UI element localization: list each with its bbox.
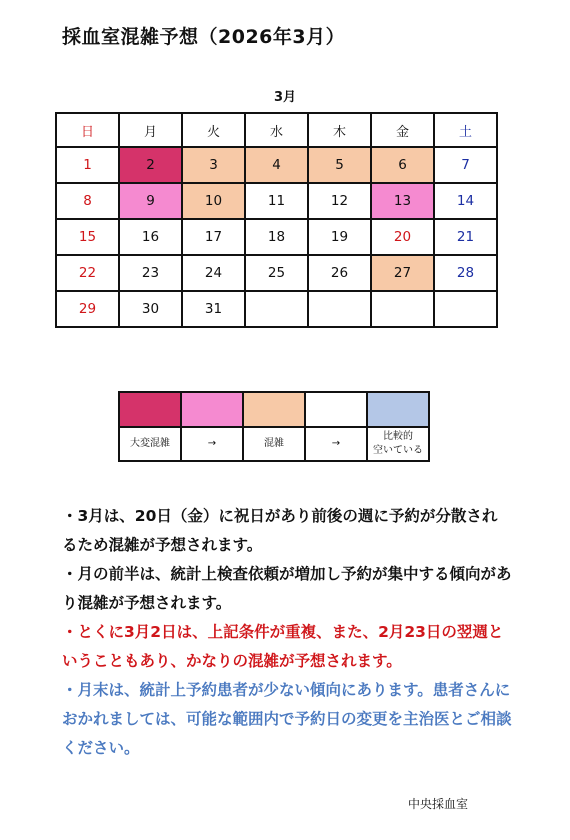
day-cell: 1: [56, 147, 119, 183]
day-cell: 12: [308, 183, 371, 219]
month-label: 3月: [273, 90, 297, 105]
day-cell: 21: [434, 219, 497, 255]
office-name: 中央採血室: [408, 797, 469, 811]
week-row: [56, 291, 497, 327]
note-first-half: ・月の前半は、統計上検査依頼が増加し予約が集中する傾向があり混雑が予想されます。: [62, 565, 512, 612]
calendar-table: [55, 112, 498, 328]
note-march-2: ・とくに3月2日は、上記条件が重複、また、2月23日の翌週ということもあり、かなりの混雑が予想されます。: [62, 623, 504, 670]
week-row: [56, 255, 497, 291]
day-cell: 19: [308, 219, 371, 255]
congestion-legend: [118, 391, 430, 462]
day-cell: 23: [119, 255, 182, 291]
week-row: [56, 183, 497, 219]
day-cell: 7: [434, 147, 497, 183]
day-cell: [308, 291, 371, 327]
page-title: 採血室混雑予想（2026年3月）: [62, 26, 346, 48]
legend-label-busy: 混雑: [243, 427, 305, 461]
weekday-fri: 金: [371, 113, 434, 147]
legend-swatch-row: [119, 392, 429, 427]
day-cell: [371, 291, 434, 327]
day-cell: 5: [308, 147, 371, 183]
day-cell: 22: [56, 255, 119, 291]
legend-swatch-busy: [243, 392, 305, 427]
day-cell: 15: [56, 219, 119, 255]
weekday-header-row: [56, 113, 497, 147]
day-cell: 29: [56, 291, 119, 327]
day-cell: 28: [434, 255, 497, 291]
legend-label-free: 比較的 空いている: [367, 427, 429, 461]
weekday-wed: 水: [245, 113, 308, 147]
day-cell: 18: [245, 219, 308, 255]
legend-swatch-busier: [181, 392, 243, 427]
day-cell: 4: [245, 147, 308, 183]
week-row: [56, 147, 497, 183]
legend-swatch-free: [367, 392, 429, 427]
day-cell: 2: [119, 147, 182, 183]
legend-label-very-busy: 大変混雑: [119, 427, 181, 461]
day-cell: 20: [371, 219, 434, 255]
day-cell: 30: [119, 291, 182, 327]
weekday-sun: 日: [56, 113, 119, 147]
weekday-sat: 土: [434, 113, 497, 147]
note-holiday: ・3月は、20日（金）に祝日があり前後の週に予約が分散されるため混雑が予想されます。: [62, 507, 498, 554]
day-cell: [245, 291, 308, 327]
day-cell: 31: [182, 291, 245, 327]
day-cell: 27: [371, 255, 434, 291]
day-cell: 17: [182, 219, 245, 255]
weekday-tue: 火: [182, 113, 245, 147]
legend-swatch-normal: [305, 392, 367, 427]
weekday-thu: 木: [308, 113, 371, 147]
day-cell: 9: [119, 183, 182, 219]
day-cell: 26: [308, 255, 371, 291]
day-cell: 13: [371, 183, 434, 219]
day-cell: 8: [56, 183, 119, 219]
notes-section: [62, 502, 512, 763]
day-cell: 16: [119, 219, 182, 255]
day-cell: 6: [371, 147, 434, 183]
day-cell: 10: [182, 183, 245, 219]
weekday-mon: 月: [119, 113, 182, 147]
day-cell: 24: [182, 255, 245, 291]
day-cell: 25: [245, 255, 308, 291]
day-cell: 14: [434, 183, 497, 219]
legend-label-arrow: →: [305, 427, 367, 461]
note-month-end: ・月末は、統計上予約患者が少ない傾向にあります。患者さんにおかれましては、可能な範囲内で予約日の変更を主治医とご相談ください。: [62, 681, 512, 757]
legend-label-arrow: →: [181, 427, 243, 461]
legend-label-row: [119, 427, 429, 461]
day-cell: 11: [245, 183, 308, 219]
week-row: [56, 219, 497, 255]
legend-swatch-very-busy: [119, 392, 181, 427]
day-cell: 3: [182, 147, 245, 183]
day-cell: [434, 291, 497, 327]
